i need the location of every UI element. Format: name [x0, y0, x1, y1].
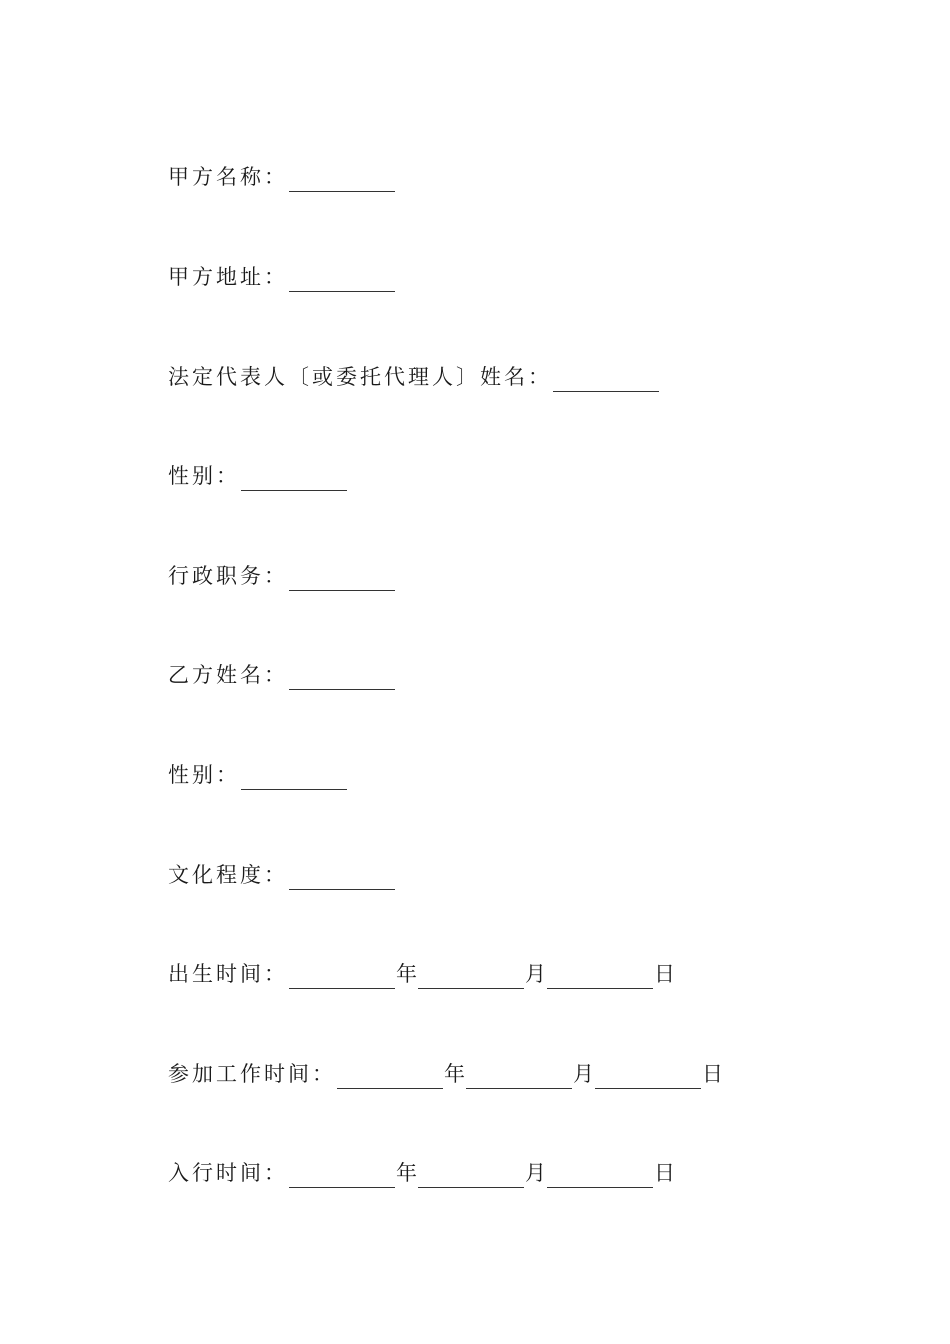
education-level-blank[interactable]	[289, 867, 395, 890]
legal-rep-name-row	[168, 362, 660, 392]
work-start-year-blank[interactable]	[337, 1066, 443, 1089]
industry-entry-date-row	[168, 1158, 675, 1188]
gender-row-2	[168, 760, 348, 790]
month-unit: 月	[573, 1062, 594, 1086]
party-b-name-label: 乙方姓名：	[168, 663, 288, 687]
administrative-position-blank[interactable]	[289, 568, 395, 591]
year-unit: 年	[396, 1161, 417, 1185]
party-a-name-blank[interactable]	[289, 169, 395, 192]
party-a-address-label: 甲方地址：	[168, 265, 288, 289]
industry-entry-date-label: 入行时间：	[168, 1161, 288, 1185]
birth-month-blank[interactable]	[418, 966, 524, 989]
birth-year-blank[interactable]	[289, 966, 395, 989]
gender-blank-1[interactable]	[241, 468, 347, 491]
party-b-name-blank[interactable]	[289, 667, 395, 690]
industry-entry-month-blank[interactable]	[418, 1165, 524, 1188]
gender-row-1	[168, 461, 348, 491]
legal-rep-name-label: 法定代表人〔或委托代理人〕姓名：	[168, 365, 552, 389]
month-unit: 月	[525, 962, 546, 986]
day-unit: 日	[654, 1161, 675, 1185]
day-unit: 日	[654, 962, 675, 986]
legal-rep-name-blank[interactable]	[553, 369, 659, 392]
year-unit: 年	[396, 962, 417, 986]
day-unit: 日	[702, 1062, 723, 1086]
birth-day-blank[interactable]	[547, 966, 653, 989]
party-a-name-label: 甲方名称：	[168, 165, 288, 189]
industry-entry-day-blank[interactable]	[547, 1165, 653, 1188]
industry-entry-year-blank[interactable]	[289, 1165, 395, 1188]
work-start-date-row	[168, 1059, 723, 1089]
year-unit: 年	[444, 1062, 465, 1086]
gender-blank-2[interactable]	[241, 767, 347, 790]
gender-label-2: 性别：	[168, 763, 240, 787]
work-start-date-label: 参加工作时间：	[168, 1062, 336, 1086]
month-unit: 月	[525, 1161, 546, 1185]
administrative-position-label: 行政职务：	[168, 564, 288, 588]
work-start-day-blank[interactable]	[595, 1066, 701, 1089]
work-start-month-blank[interactable]	[466, 1066, 572, 1089]
party-a-name-row	[168, 162, 396, 192]
gender-label-1: 性别：	[168, 464, 240, 488]
birth-date-row	[168, 959, 675, 989]
party-a-address-row	[168, 262, 396, 292]
birth-date-label: 出生时间：	[168, 962, 288, 986]
education-level-label: 文化程度：	[168, 863, 288, 887]
party-b-name-row	[168, 660, 396, 690]
administrative-position-row	[168, 561, 396, 591]
education-level-row	[168, 860, 396, 890]
party-a-address-blank[interactable]	[289, 269, 395, 292]
